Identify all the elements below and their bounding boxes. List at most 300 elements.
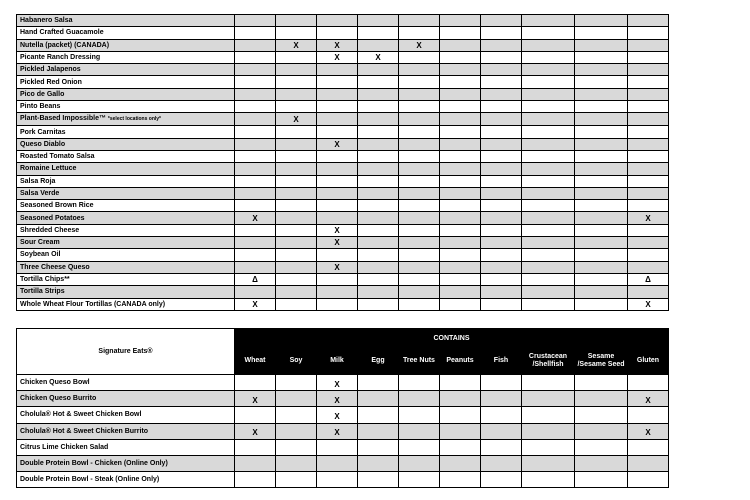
allergen-mark-cell [575, 273, 628, 285]
allergen-mark-cell [628, 261, 669, 273]
table-row [17, 51, 669, 63]
menu-item-label: Tortilla Chips** [20, 276, 70, 284]
menu-item-name [17, 175, 235, 187]
allergen-mark-cell [575, 249, 628, 261]
menu-item-name [17, 212, 235, 224]
menu-item-name [17, 187, 235, 199]
allergen-mark-cell: X [358, 51, 399, 63]
allergen-mark-cell [235, 187, 276, 199]
table-row [17, 391, 669, 407]
allergen-mark-cell [522, 249, 575, 261]
allergen-mark-cell [399, 76, 440, 88]
allergen-mark-cell [522, 261, 575, 273]
allergen-mark-cell [440, 439, 481, 455]
allergen-mark-cell [358, 423, 399, 439]
menu-item-note: *select locations only* [107, 116, 161, 123]
menu-item-label: Roasted Tomato Salsa [20, 153, 95, 161]
allergen-mark-cell [440, 39, 481, 51]
allergen-mark-cell [317, 187, 358, 199]
allergen-mark-cell [235, 76, 276, 88]
menu-item-label: Sour Cream [20, 239, 60, 247]
table-row [17, 298, 669, 310]
allergen-mark-cell: X [235, 423, 276, 439]
allergen-mark-cell [317, 88, 358, 100]
allergen-mark-cell [440, 150, 481, 162]
allergen-mark-cell [628, 138, 669, 150]
allergen-mark-cell [235, 51, 276, 63]
allergen-mark-cell [276, 439, 317, 455]
allergen-mark-cell [317, 200, 358, 212]
signature-eats-table [16, 328, 669, 488]
allergen-mark-cell [358, 224, 399, 236]
allergen-mark-cell [399, 375, 440, 391]
table-row [17, 27, 669, 39]
allergen-mark-cell [575, 224, 628, 236]
menu-item-label: Pickled Jalapenos [20, 66, 81, 74]
menu-item-label: Seasoned Brown Rice [20, 202, 94, 210]
menu-item-label: Double Protein Bowl - Steak (Online Only) [20, 476, 160, 484]
allergen-mark-cell [628, 249, 669, 261]
allergen-mark-cell [276, 64, 317, 76]
menu-item-label: Salsa Verde [20, 190, 60, 197]
allergen-mark-cell [399, 113, 440, 126]
allergen-mark-cell [358, 212, 399, 224]
allergen-mark-cell [575, 423, 628, 439]
allergen-mark-cell [628, 224, 669, 236]
allergen-mark-cell: X [317, 237, 358, 249]
allergen-mark-cell [628, 237, 669, 249]
table-row [17, 423, 669, 439]
menu-item-label: Romaine Lettuce [20, 165, 77, 173]
allergen-mark-cell [628, 76, 669, 88]
allergen-mark-cell [522, 51, 575, 63]
allergen-mark-cell [628, 15, 669, 27]
allergen-mark-cell [399, 224, 440, 236]
menu-item-name [17, 101, 235, 113]
menu-item-name [17, 27, 235, 39]
allergen-mark-cell [399, 407, 440, 423]
allergen-mark-cell [575, 375, 628, 391]
allergen-mark-cell [522, 39, 575, 51]
allergen-mark-cell [235, 138, 276, 150]
allergen-mark-cell [481, 126, 522, 138]
allergen-mark-cell: X [317, 261, 358, 273]
allergen-mark-cell [317, 249, 358, 261]
allergen-mark-cell [358, 249, 399, 261]
allergen-mark-cell [481, 261, 522, 273]
menu-item-label: Salsa Roja [20, 177, 56, 185]
menu-item-name [17, 249, 235, 261]
menu-item-label: Three Cheese Queso [20, 263, 90, 271]
allergen-mark-cell [276, 423, 317, 439]
allergen-mark-cell [440, 249, 481, 261]
menu-item-name [17, 391, 235, 407]
allergen-mark-cell [235, 101, 276, 113]
allergen-mark-cell [276, 455, 317, 471]
allergen-column-header: Wheat [235, 348, 276, 375]
allergen-mark-cell [358, 200, 399, 212]
allergen-mark-cell [276, 212, 317, 224]
allergen-mark-cell [575, 439, 628, 455]
allergen-mark-cell [276, 15, 317, 27]
allergen-mark-cell [481, 76, 522, 88]
menu-item-label: Pinto Beans [20, 103, 61, 111]
allergen-mark-cell [276, 200, 317, 212]
allergen-mark-cell [358, 187, 399, 199]
allergen-mark-cell [522, 273, 575, 285]
allergen-mark-cell [440, 298, 481, 310]
menu-item-label: Pico de Gallo [20, 90, 65, 98]
menu-item-name [17, 286, 235, 298]
allergen-mark-cell [440, 472, 481, 488]
table-row [17, 126, 669, 138]
table-row [17, 150, 669, 162]
allergen-mark-cell [575, 472, 628, 488]
allergen-mark-cell [522, 76, 575, 88]
allergen-mark-cell [481, 15, 522, 27]
allergen-mark-cell [575, 101, 628, 113]
allergen-mark-cell [481, 138, 522, 150]
allergen-mark-cell [358, 455, 399, 471]
allergen-mark-cell [399, 27, 440, 39]
allergen-mark-cell [628, 286, 669, 298]
allergen-mark-cell [235, 375, 276, 391]
allergen-mark-cell [522, 126, 575, 138]
table-row [17, 88, 669, 100]
allergen-mark-cell [575, 286, 628, 298]
allergen-mark-cell [399, 298, 440, 310]
allergen-mark-cell [628, 88, 669, 100]
allergen-mark-cell [522, 150, 575, 162]
allergen-column-header: Tree Nuts [399, 348, 440, 375]
allergen-mark-cell [399, 439, 440, 455]
allergen-mark-cell: Δ [235, 273, 276, 285]
allergen-mark-cell [440, 224, 481, 236]
allergen-mark-cell [235, 39, 276, 51]
menu-item-label: Shredded Cheese [20, 226, 80, 234]
allergen-mark-cell [276, 261, 317, 273]
table-row [17, 138, 669, 150]
allergen-mark-cell [399, 51, 440, 63]
allergen-mark-cell [358, 27, 399, 39]
allergen-mark-cell [440, 88, 481, 100]
allergen-mark-cell [628, 200, 669, 212]
allergen-mark-cell [481, 212, 522, 224]
allergen-mark-cell [575, 200, 628, 212]
allergen-mark-cell [481, 407, 522, 423]
menu-item-label: Plant-Based Impossible™ [20, 115, 106, 123]
menu-item-label: Pork Carnitas [20, 128, 66, 136]
allergen-mark-cell [399, 150, 440, 162]
menu-item-name [17, 375, 235, 391]
allergen-mark-cell [628, 64, 669, 76]
allergen-mark-cell [575, 261, 628, 273]
allergen-mark-cell [440, 273, 481, 285]
menu-item-name [17, 15, 235, 27]
allergen-mark-cell [440, 175, 481, 187]
allergen-mark-cell [276, 391, 317, 407]
allergen-column-header: Sesame /Sesame Seed [575, 348, 628, 375]
table-row [17, 64, 669, 76]
allergen-mark-cell [235, 175, 276, 187]
allergen-mark-cell: X [628, 212, 669, 224]
allergen-mark-cell [628, 472, 669, 488]
allergen-mark-cell [522, 64, 575, 76]
allergen-mark-cell [276, 298, 317, 310]
allergen-mark-cell: X [628, 423, 669, 439]
allergen-mark-cell [575, 39, 628, 51]
allergen-column-header: Egg [358, 348, 399, 375]
allergen-column-header: Soy [276, 348, 317, 375]
allergen-mark-cell [440, 76, 481, 88]
allergen-mark-cell [276, 76, 317, 88]
table-row [17, 237, 669, 249]
allergen-mark-cell [358, 407, 399, 423]
allergen-mark-cell [276, 273, 317, 285]
allergen-mark-cell [317, 76, 358, 88]
allergen-mark-cell [358, 175, 399, 187]
allergen-mark-cell [440, 138, 481, 150]
allergen-mark-cell [481, 249, 522, 261]
allergen-mark-cell [575, 27, 628, 39]
allergen-mark-cell [235, 249, 276, 261]
menu-item-label: Citrus Lime Chicken Salad [20, 443, 109, 451]
allergen-mark-cell [235, 113, 276, 126]
allergen-mark-cell [235, 200, 276, 212]
allergen-mark-cell [276, 286, 317, 298]
allergen-mark-cell [317, 286, 358, 298]
allergen-mark-cell [522, 101, 575, 113]
allergen-mark-cell: X [628, 391, 669, 407]
allergen-mark-cell [481, 224, 522, 236]
table-row [17, 375, 669, 391]
menu-item-name [17, 261, 235, 273]
allergen-mark-cell [276, 88, 317, 100]
contains-label: CONTAINS [235, 329, 669, 348]
allergen-mark-cell [235, 237, 276, 249]
allergen-mark-cell [235, 472, 276, 488]
allergen-mark-cell [522, 27, 575, 39]
allergen-mark-cell [317, 150, 358, 162]
allergen-mark-cell [399, 187, 440, 199]
allergen-mark-cell [522, 200, 575, 212]
allergen-mark-cell [358, 88, 399, 100]
allergen-mark-cell [575, 150, 628, 162]
allergen-mark-cell [628, 113, 669, 126]
allergen-mark-cell [358, 138, 399, 150]
allergen-mark-cell [440, 15, 481, 27]
allergen-mark-cell [399, 15, 440, 27]
allergen-mark-cell [399, 455, 440, 471]
allergen-column-header: Gluten [628, 348, 669, 375]
allergen-mark-cell [399, 126, 440, 138]
menu-item-label: Whole Wheat Flour Tortillas (CANADA only) [20, 300, 166, 308]
allergen-mark-cell [399, 423, 440, 439]
table-row [17, 273, 669, 285]
menu-item-label: Pickled Red Onion [20, 78, 82, 86]
allergen-mark-cell [522, 439, 575, 455]
menu-item-name [17, 138, 235, 150]
allergen-mark-cell [235, 455, 276, 471]
menu-item-label: Queso Diablo [20, 140, 66, 148]
allergen-mark-cell [481, 391, 522, 407]
allergen-mark-cell [235, 126, 276, 138]
signature-eats-title: Signature Eats® [17, 329, 235, 375]
allergen-mark-cell [522, 286, 575, 298]
allergen-mark-cell [399, 472, 440, 488]
menu-item-name [17, 126, 235, 138]
allergen-mark-cell [575, 237, 628, 249]
allergen-mark-cell [481, 298, 522, 310]
allergen-mark-cell [358, 237, 399, 249]
menu-item-label: Seasoned Potatoes [20, 214, 85, 222]
allergen-mark-cell [276, 51, 317, 63]
allergen-mark-cell [628, 101, 669, 113]
allergen-mark-cell: X [317, 375, 358, 391]
allergen-mark-cell [575, 88, 628, 100]
allergen-mark-cell: X [276, 39, 317, 51]
allergen-mark-cell [276, 150, 317, 162]
allergen-mark-cell: X [399, 39, 440, 51]
allergen-mark-cell [522, 175, 575, 187]
allergen-mark-cell [628, 27, 669, 39]
allergen-mark-cell [522, 224, 575, 236]
table-row [17, 261, 669, 273]
allergen-mark-cell [522, 375, 575, 391]
menu-item-name [17, 439, 235, 455]
allergen-mark-cell [358, 273, 399, 285]
allergen-mark-cell [235, 15, 276, 27]
menu-item-label: Nutella (packet) (CANADA) [20, 41, 110, 49]
table-row [17, 249, 669, 261]
allergen-mark-cell [522, 407, 575, 423]
menu-item-label: Soybean Oil [20, 251, 61, 259]
allergen-mark-cell [575, 298, 628, 310]
allergen-mark-cell [575, 76, 628, 88]
allergen-table-top [16, 14, 669, 311]
menu-item-name [17, 455, 235, 471]
allergen-mark-cell [358, 15, 399, 27]
allergen-mark-cell [440, 187, 481, 199]
table-row [17, 113, 669, 126]
allergen-column-header: Fish [481, 348, 522, 375]
allergen-mark-cell [440, 407, 481, 423]
allergen-mark-cell: X [317, 51, 358, 63]
menu-item-name [17, 273, 235, 285]
allergen-mark-cell [399, 101, 440, 113]
menu-item-name [17, 64, 235, 76]
allergen-mark-cell [317, 273, 358, 285]
allergen-mark-cell: X [235, 212, 276, 224]
allergen-mark-cell [358, 298, 399, 310]
allergen-mark-cell [575, 407, 628, 423]
allergen-mark-cell [575, 51, 628, 63]
allergen-mark-cell [399, 273, 440, 285]
allergen-mark-cell [481, 51, 522, 63]
allergen-mark-cell [522, 138, 575, 150]
table-row [17, 212, 669, 224]
allergen-mark-cell [399, 249, 440, 261]
table-row [17, 472, 669, 488]
allergen-mark-cell [628, 150, 669, 162]
allergen-mark-cell [522, 15, 575, 27]
menu-item-label: Chicken Queso Burrito [20, 395, 97, 403]
allergen-mark-cell [358, 101, 399, 113]
menu-item-label: Chicken Queso Bowl [20, 379, 90, 387]
allergen-mark-cell: X [317, 391, 358, 407]
allergen-mark-cell [575, 212, 628, 224]
allergen-mark-cell [440, 113, 481, 126]
allergen-mark-cell [575, 15, 628, 27]
menu-item-name [17, 407, 235, 423]
allergen-mark-cell [358, 113, 399, 126]
menu-item-name [17, 76, 235, 88]
allergen-mark-cell [358, 375, 399, 391]
allergen-mark-cell [235, 224, 276, 236]
allergen-mark-cell [440, 391, 481, 407]
allergen-mark-cell [358, 150, 399, 162]
table-row [17, 187, 669, 199]
allergen-mark-cell [276, 187, 317, 199]
menu-item-name [17, 200, 235, 212]
allergen-mark-cell [276, 27, 317, 39]
allergen-mark-cell [358, 391, 399, 407]
allergen-mark-cell [235, 407, 276, 423]
allergen-mark-cell: X [235, 298, 276, 310]
allergen-mark-cell [575, 126, 628, 138]
menu-item-name [17, 113, 235, 126]
allergen-mark-cell [440, 101, 481, 113]
allergen-mark-cell [481, 286, 522, 298]
allergen-mark-cell: X [317, 407, 358, 423]
allergen-mark-cell [522, 298, 575, 310]
menu-item-label: Habanero Salsa [20, 17, 73, 25]
allergen-mark-cell: X [317, 39, 358, 51]
allergen-mark-cell [481, 187, 522, 199]
allergen-mark-cell [399, 138, 440, 150]
allergen-mark-cell [628, 375, 669, 391]
allergen-mark-cell [628, 51, 669, 63]
table-row [17, 439, 669, 455]
allergen-mark-cell [235, 27, 276, 39]
allergen-mark-cell [317, 126, 358, 138]
allergen-mark-cell [440, 455, 481, 471]
allergen-mark-cell [575, 455, 628, 471]
allergen-mark-cell [358, 126, 399, 138]
allergen-mark-cell [628, 39, 669, 51]
allergen-mark-cell [628, 455, 669, 471]
allergen-mark-cell [358, 64, 399, 76]
allergen-mark-cell [399, 286, 440, 298]
allergen-mark-cell [399, 261, 440, 273]
allergen-mark-cell [522, 163, 575, 175]
allergen-mark-cell [276, 472, 317, 488]
allergen-mark-cell [481, 375, 522, 391]
allergen-mark-cell [276, 138, 317, 150]
allergen-mark-cell [575, 163, 628, 175]
allergen-mark-cell [276, 249, 317, 261]
allergen-mark-cell [440, 212, 481, 224]
allergen-mark-cell [440, 423, 481, 439]
allergen-mark-cell [522, 472, 575, 488]
table-row [17, 15, 669, 27]
menu-item-label: Tortilla Strips [20, 288, 65, 296]
allergen-mark-cell [317, 439, 358, 455]
allergen-mark-cell [440, 375, 481, 391]
allergen-mark-cell [440, 163, 481, 175]
allergen-mark-cell [399, 88, 440, 100]
allergen-mark-cell [575, 187, 628, 199]
